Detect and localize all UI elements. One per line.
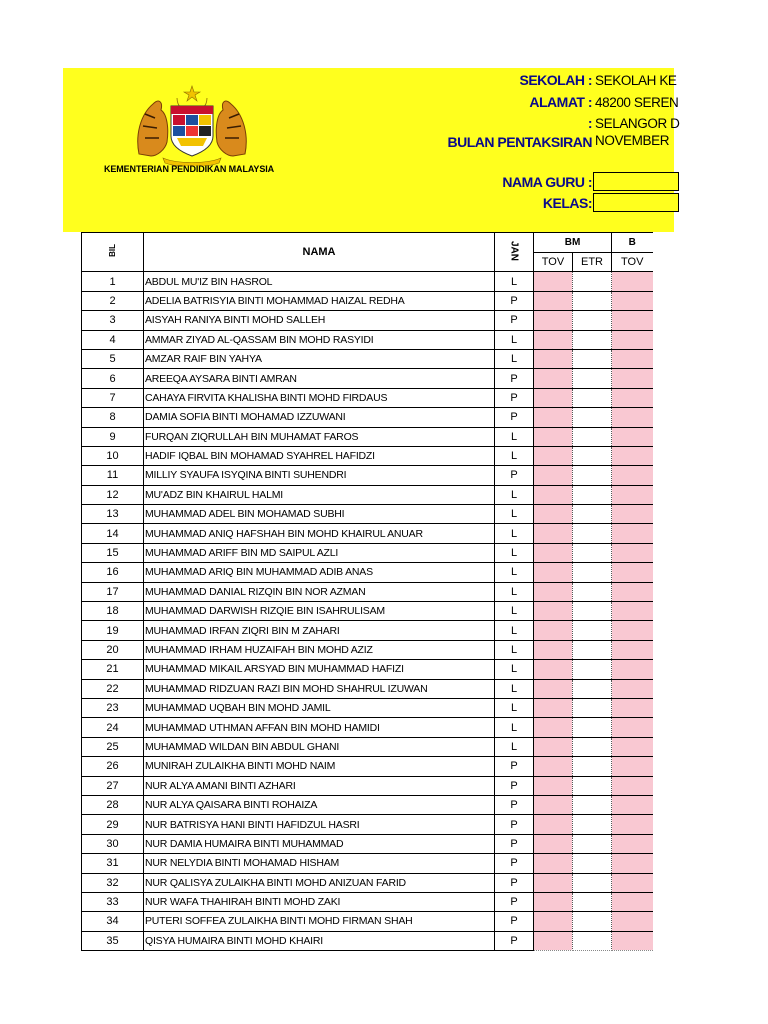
b-tov-cell[interactable] <box>612 369 653 388</box>
row-number: 9 <box>82 427 144 446</box>
row-number: 1 <box>82 272 144 291</box>
bulan-value: NOVEMBER <box>595 133 670 148</box>
bm-etr-cell[interactable] <box>573 388 612 407</box>
bm-etr-cell[interactable] <box>573 854 612 873</box>
table-row <box>82 272 653 291</box>
student-name: MUHAMMAD IRFAN ZIQRI BIN M ZAHARI <box>144 621 495 640</box>
subject-bm-header: BM <box>534 233 612 253</box>
student-name: FURQAN ZIQRULLAH BIN MUHAMAT FAROS <box>144 427 495 446</box>
bm-tov-cell[interactable] <box>534 272 573 291</box>
table-row <box>82 291 653 310</box>
bm-etr-cell[interactable] <box>573 427 612 446</box>
bm-etr-header: ETR <box>573 253 612 272</box>
bm-etr-cell[interactable] <box>573 892 612 911</box>
gender-cell: L <box>495 427 534 446</box>
row-number: 4 <box>82 330 144 349</box>
bm-etr-cell[interactable] <box>573 330 612 349</box>
student-name: AISYAH RANIYA BINTI MOHD SALLEH <box>144 311 495 330</box>
bm-tov-cell[interactable] <box>534 737 573 756</box>
b-tov-cell[interactable] <box>612 272 653 291</box>
alamat2-label: : <box>587 115 592 131</box>
gender-cell: P <box>495 873 534 892</box>
b-tov-cell[interactable] <box>612 776 653 795</box>
row-number: 30 <box>82 834 144 853</box>
bm-etr-cell[interactable] <box>573 602 612 621</box>
table-row <box>82 660 653 679</box>
table-row <box>82 873 653 892</box>
bm-tov-cell[interactable] <box>534 873 573 892</box>
b-tov-cell[interactable] <box>612 698 653 717</box>
student-name: MUHAMMAD ADEL BIN MOHAMAD SUBHI <box>144 505 495 524</box>
malaysia-coat-of-arms-icon <box>133 84 251 166</box>
b-tov-cell[interactable] <box>612 291 653 310</box>
gender-cell: P <box>495 834 534 853</box>
b-tov-cell[interactable] <box>612 311 653 330</box>
bm-etr-cell[interactable] <box>573 466 612 485</box>
row-number: 27 <box>82 776 144 795</box>
student-name: NUR DAMIA HUMAIRA BINTI MUHAMMAD <box>144 834 495 853</box>
bm-etr-cell[interactable] <box>573 311 612 330</box>
b-tov-cell[interactable] <box>612 873 653 892</box>
bm-tov-cell[interactable] <box>534 776 573 795</box>
bm-etr-cell[interactable] <box>573 408 612 427</box>
bm-tov-cell[interactable] <box>534 718 573 737</box>
student-name: DAMIA SOFIA BINTI MOHAMAD IZZUWANI <box>144 408 495 427</box>
b-tov-cell[interactable] <box>612 679 653 698</box>
bm-tov-cell[interactable] <box>534 369 573 388</box>
bm-tov-cell[interactable] <box>534 679 573 698</box>
bm-tov-cell[interactable] <box>534 388 573 407</box>
sekolah-value: SEKOLAH KE <box>595 73 677 88</box>
alamat-value: 48200 SEREN <box>595 95 679 110</box>
bm-etr-cell[interactable] <box>573 505 612 524</box>
row-number: 6 <box>82 369 144 388</box>
table-row <box>82 854 653 873</box>
sekolah-label: SEKOLAH : <box>519 72 592 88</box>
bm-etr-cell[interactable] <box>573 873 612 892</box>
table-row <box>82 912 653 931</box>
student-name: NUR WAFA THAHIRAH BINTI MOHD ZAKI <box>144 892 495 911</box>
subject-b-header: B <box>612 233 653 253</box>
row-number: 29 <box>82 815 144 834</box>
student-name: MUHAMMAD DANIAL RIZQIN BIN NOR AZMAN <box>144 582 495 601</box>
row-number: 33 <box>82 892 144 911</box>
student-name: MUHAMMAD WILDAN BIN ABDUL GHANI <box>144 737 495 756</box>
bm-etr-cell[interactable] <box>573 446 612 465</box>
nama-guru-label: NAMA GURU : <box>502 174 592 190</box>
bm-etr-cell[interactable] <box>573 776 612 795</box>
bm-tov-cell[interactable] <box>534 485 573 504</box>
row-number: 12 <box>82 485 144 504</box>
table-row <box>82 427 653 446</box>
row-number: 10 <box>82 446 144 465</box>
bm-etr-cell[interactable] <box>573 640 612 659</box>
student-name: ABDUL MU'IZ BIN HASROL <box>144 272 495 291</box>
student-name: AREEQA AYSARA BINTI AMRAN <box>144 369 495 388</box>
table-row <box>82 679 653 698</box>
bm-tov-cell[interactable] <box>534 912 573 931</box>
row-number: 26 <box>82 757 144 776</box>
table-row <box>82 311 653 330</box>
table-row <box>82 543 653 562</box>
row-number: 22 <box>82 679 144 698</box>
row-number: 25 <box>82 737 144 756</box>
b-tov-cell[interactable] <box>612 640 653 659</box>
bm-tov-cell[interactable] <box>534 757 573 776</box>
student-name: AMMAR ZIYAD AL-QASSAM BIN MOHD RASYIDI <box>144 330 495 349</box>
bm-etr-cell[interactable] <box>573 582 612 601</box>
gender-cell: P <box>495 369 534 388</box>
student-name: MUNIRAH ZULAIKHA BINTI MOHD NAIM <box>144 757 495 776</box>
b-tov-cell[interactable] <box>612 737 653 756</box>
table-row <box>82 505 653 524</box>
gender-cell: P <box>495 776 534 795</box>
bm-tov-cell[interactable] <box>534 892 573 911</box>
nama-guru-field[interactable] <box>593 172 679 191</box>
gender-cell: L <box>495 485 534 504</box>
gender-cell: L <box>495 582 534 601</box>
bm-etr-cell[interactable] <box>573 524 612 543</box>
bm-tov-cell[interactable] <box>534 660 573 679</box>
gender-cell: L <box>495 543 534 562</box>
bm-etr-cell[interactable] <box>573 660 612 679</box>
student-name: MUHAMMAD UTHMAN AFFAN BIN MOHD HAMIDI <box>144 718 495 737</box>
row-number: 15 <box>82 543 144 562</box>
table-row <box>82 815 653 834</box>
b-tov-cell[interactable] <box>612 563 653 582</box>
bm-etr-cell[interactable] <box>573 369 612 388</box>
gender-cell: L <box>495 349 534 368</box>
table-row <box>82 776 653 795</box>
bm-etr-cell[interactable] <box>573 563 612 582</box>
student-name: MUHAMMAD ARIQ BIN MUHAMMAD ADIB ANAS <box>144 563 495 582</box>
nama-header: NAMA <box>144 233 495 272</box>
gender-cell: L <box>495 563 534 582</box>
gender-cell: P <box>495 466 534 485</box>
student-name: NUR ALYA QAISARA BINTI ROHAIZA <box>144 795 495 814</box>
row-number: 19 <box>82 621 144 640</box>
b-tov-cell[interactable] <box>612 718 653 737</box>
b-tov-cell[interactable] <box>612 795 653 814</box>
table-row <box>82 640 653 659</box>
gender-cell: L <box>495 679 534 698</box>
bm-tov-cell[interactable] <box>534 330 573 349</box>
b-tov-cell[interactable] <box>612 466 653 485</box>
bm-etr-cell[interactable] <box>573 485 612 504</box>
bil-header: BIL <box>82 233 144 272</box>
table-row <box>82 892 653 911</box>
gender-cell: P <box>495 931 534 950</box>
row-number: 31 <box>82 854 144 873</box>
table-row <box>82 408 653 427</box>
row-number: 34 <box>82 912 144 931</box>
table-row <box>82 524 653 543</box>
gender-cell: P <box>495 795 534 814</box>
row-number: 13 <box>82 505 144 524</box>
student-name: NUR NELYDIA BINTI MOHAMAD HISHAM <box>144 854 495 873</box>
row-number: 23 <box>82 698 144 717</box>
student-name: NUR QALISYA ZULAIKHA BINTI MOHD ANIZUAN FARID <box>144 873 495 892</box>
student-name: MILLIY SYAUFA ISYQINA BINTI SUHENDRI <box>144 466 495 485</box>
gender-cell: P <box>495 815 534 834</box>
table-row <box>82 485 653 504</box>
bm-tov-cell[interactable] <box>534 466 573 485</box>
gender-cell: L <box>495 660 534 679</box>
table-row <box>82 621 653 640</box>
gender-cell: P <box>495 892 534 911</box>
table-row <box>82 698 653 717</box>
student-name: MUHAMMAD IRHAM HUZAIFAH BIN MOHD AZIZ <box>144 640 495 659</box>
bm-tov-cell[interactable] <box>534 408 573 427</box>
row-number: 11 <box>82 466 144 485</box>
bm-etr-cell[interactable] <box>573 349 612 368</box>
b-tov-cell[interactable] <box>612 854 653 873</box>
bm-etr-cell[interactable] <box>573 834 612 853</box>
gender-cell: P <box>495 408 534 427</box>
bm-tov-cell[interactable] <box>534 543 573 562</box>
bm-tov-cell[interactable] <box>534 349 573 368</box>
bm-tov-cell[interactable] <box>534 427 573 446</box>
b-tov-cell[interactable] <box>612 892 653 911</box>
bm-tov-cell[interactable] <box>534 931 573 950</box>
table-row <box>82 446 653 465</box>
row-number: 2 <box>82 291 144 310</box>
student-name: MUHAMMAD ANIQ HAFSHAH BIN MOHD KHAIRUL ANUAR <box>144 524 495 543</box>
gender-cell: L <box>495 698 534 717</box>
bm-tov-cell[interactable] <box>534 834 573 853</box>
bm-etr-cell[interactable] <box>573 815 612 834</box>
row-number: 21 <box>82 660 144 679</box>
gender-cell: L <box>495 621 534 640</box>
header-banner <box>63 68 680 232</box>
gender-cell: P <box>495 388 534 407</box>
row-number: 16 <box>82 563 144 582</box>
table-row <box>82 834 653 853</box>
b-tov-cell[interactable] <box>612 446 653 465</box>
student-name: HADIF IQBAL BIN MOHAMAD SYAHREL HAFIDZI <box>144 446 495 465</box>
bm-tov-cell[interactable] <box>534 446 573 465</box>
bm-etr-cell[interactable] <box>573 698 612 717</box>
bm-tov-cell[interactable] <box>534 524 573 543</box>
bm-etr-cell[interactable] <box>573 679 612 698</box>
bm-tov-cell[interactable] <box>534 795 573 814</box>
b-tov-cell[interactable] <box>612 602 653 621</box>
table-row <box>82 737 653 756</box>
table-row <box>82 466 653 485</box>
table-row <box>82 330 653 349</box>
gender-cell: L <box>495 505 534 524</box>
alamat2-value: SELANGOR D <box>595 116 680 131</box>
bm-tov-cell[interactable] <box>534 563 573 582</box>
bm-etr-cell[interactable] <box>573 795 612 814</box>
table-row <box>82 602 653 621</box>
bm-tov-cell[interactable] <box>534 640 573 659</box>
table-row <box>82 388 653 407</box>
kelas-label: KELAS: <box>542 195 592 211</box>
student-name: MUHAMMAD RIDZUAN RAZI BIN MOHD SHAHRUL IZUWAN <box>144 679 495 698</box>
gender-cell: L <box>495 272 534 291</box>
b-tov-header: TOV <box>612 253 653 272</box>
row-number: 5 <box>82 349 144 368</box>
gender-cell: L <box>495 602 534 621</box>
student-name: AMZAR RAIF BIN YAHYA <box>144 349 495 368</box>
b-tov-cell[interactable] <box>612 427 653 446</box>
bm-tov-cell[interactable] <box>534 505 573 524</box>
bm-etr-cell[interactable] <box>573 757 612 776</box>
gender-cell: L <box>495 718 534 737</box>
bm-tov-cell[interactable] <box>534 854 573 873</box>
bm-tov-cell[interactable] <box>534 582 573 601</box>
bm-tov-header: TOV <box>534 253 573 272</box>
table-row <box>82 563 653 582</box>
student-name: NUR BATRISYA HANI BINTI HAFIDZUL HASRI <box>144 815 495 834</box>
b-tov-cell[interactable] <box>612 388 653 407</box>
b-tov-cell[interactable] <box>612 815 653 834</box>
table-row <box>82 931 653 950</box>
table-row <box>82 349 653 368</box>
row-number: 7 <box>82 388 144 407</box>
b-tov-cell[interactable] <box>612 931 653 950</box>
table-row <box>82 369 653 388</box>
jan-header: JAN <box>495 233 534 272</box>
row-number: 20 <box>82 640 144 659</box>
gender-cell: L <box>495 330 534 349</box>
b-tov-cell[interactable] <box>612 524 653 543</box>
bm-etr-cell[interactable] <box>573 718 612 737</box>
bm-etr-cell[interactable] <box>573 737 612 756</box>
b-tov-cell[interactable] <box>612 912 653 931</box>
table-row <box>82 757 653 776</box>
alamat-label: ALAMAT : <box>529 94 592 110</box>
b-tov-cell[interactable] <box>612 834 653 853</box>
ministry-name: KEMENTERIAN PENDIDIKAN MALAYSIA <box>103 164 275 174</box>
row-number: 8 <box>82 408 144 427</box>
b-tov-cell[interactable] <box>612 408 653 427</box>
b-tov-cell[interactable] <box>612 505 653 524</box>
gender-cell: P <box>495 912 534 931</box>
b-tov-cell[interactable] <box>612 582 653 601</box>
student-name: MUHAMMAD MIKAIL ARSYAD BIN MUHAMMAD HAFIZI <box>144 660 495 679</box>
row-number: 35 <box>82 931 144 950</box>
student-table <box>81 232 653 951</box>
table-row <box>82 795 653 814</box>
student-name: MUHAMMAD ARIFF BIN MD SAIPUL AZLI <box>144 543 495 562</box>
row-number: 28 <box>82 795 144 814</box>
bulan-label: BULAN PENTAKSIRAN <box>447 134 592 150</box>
student-name: ADELIA BATRISYIA BINTI MOHAMMAD HAIZAL REDHA <box>144 291 495 310</box>
bm-tov-cell[interactable] <box>534 311 573 330</box>
student-name: PUTERI SOFFEA ZULAIKHA BINTI MOHD FIRMAN SHAH <box>144 912 495 931</box>
gender-cell: P <box>495 311 534 330</box>
b-tov-cell[interactable] <box>612 621 653 640</box>
row-number: 32 <box>82 873 144 892</box>
bm-etr-cell[interactable] <box>573 543 612 562</box>
row-number: 18 <box>82 602 144 621</box>
bm-etr-cell[interactable] <box>573 912 612 931</box>
row-number: 14 <box>82 524 144 543</box>
gender-cell: L <box>495 524 534 543</box>
row-number: 24 <box>82 718 144 737</box>
student-name: QISYA HUMAIRA BINTI MOHD KHAIRI <box>144 931 495 950</box>
b-tov-cell[interactable] <box>612 660 653 679</box>
bm-etr-cell[interactable] <box>573 621 612 640</box>
b-tov-cell[interactable] <box>612 349 653 368</box>
table-row <box>82 718 653 737</box>
b-tov-cell[interactable] <box>612 757 653 776</box>
student-name: MU'ADZ BIN KHAIRUL HALMI <box>144 485 495 504</box>
bm-tov-cell[interactable] <box>534 602 573 621</box>
gender-cell: P <box>495 757 534 776</box>
student-name: CAHAYA FIRVITA KHALISHA BINTI MOHD FIRDAUS <box>144 388 495 407</box>
student-name: NUR ALYA AMANI BINTI AZHARI <box>144 776 495 795</box>
kelas-field[interactable] <box>593 193 679 212</box>
bm-etr-cell[interactable] <box>573 931 612 950</box>
b-tov-cell[interactable] <box>612 543 653 562</box>
row-number: 3 <box>82 311 144 330</box>
bm-etr-cell[interactable] <box>573 291 612 310</box>
gender-cell: P <box>495 854 534 873</box>
gender-cell: L <box>495 446 534 465</box>
student-name: MUHAMMAD UQBAH BIN MOHD JAMIL <box>144 698 495 717</box>
gender-cell: P <box>495 291 534 310</box>
b-tov-cell[interactable] <box>612 330 653 349</box>
student-name: MUHAMMAD DARWISH RIZQIE BIN ISAHRULISAM <box>144 602 495 621</box>
bm-tov-cell[interactable] <box>534 291 573 310</box>
bm-tov-cell[interactable] <box>534 621 573 640</box>
gender-cell: L <box>495 737 534 756</box>
bm-tov-cell[interactable] <box>534 698 573 717</box>
b-tov-cell[interactable] <box>612 485 653 504</box>
bm-etr-cell[interactable] <box>573 272 612 291</box>
bm-tov-cell[interactable] <box>534 815 573 834</box>
gender-cell: L <box>495 640 534 659</box>
row-number: 17 <box>82 582 144 601</box>
table-row <box>82 582 653 601</box>
